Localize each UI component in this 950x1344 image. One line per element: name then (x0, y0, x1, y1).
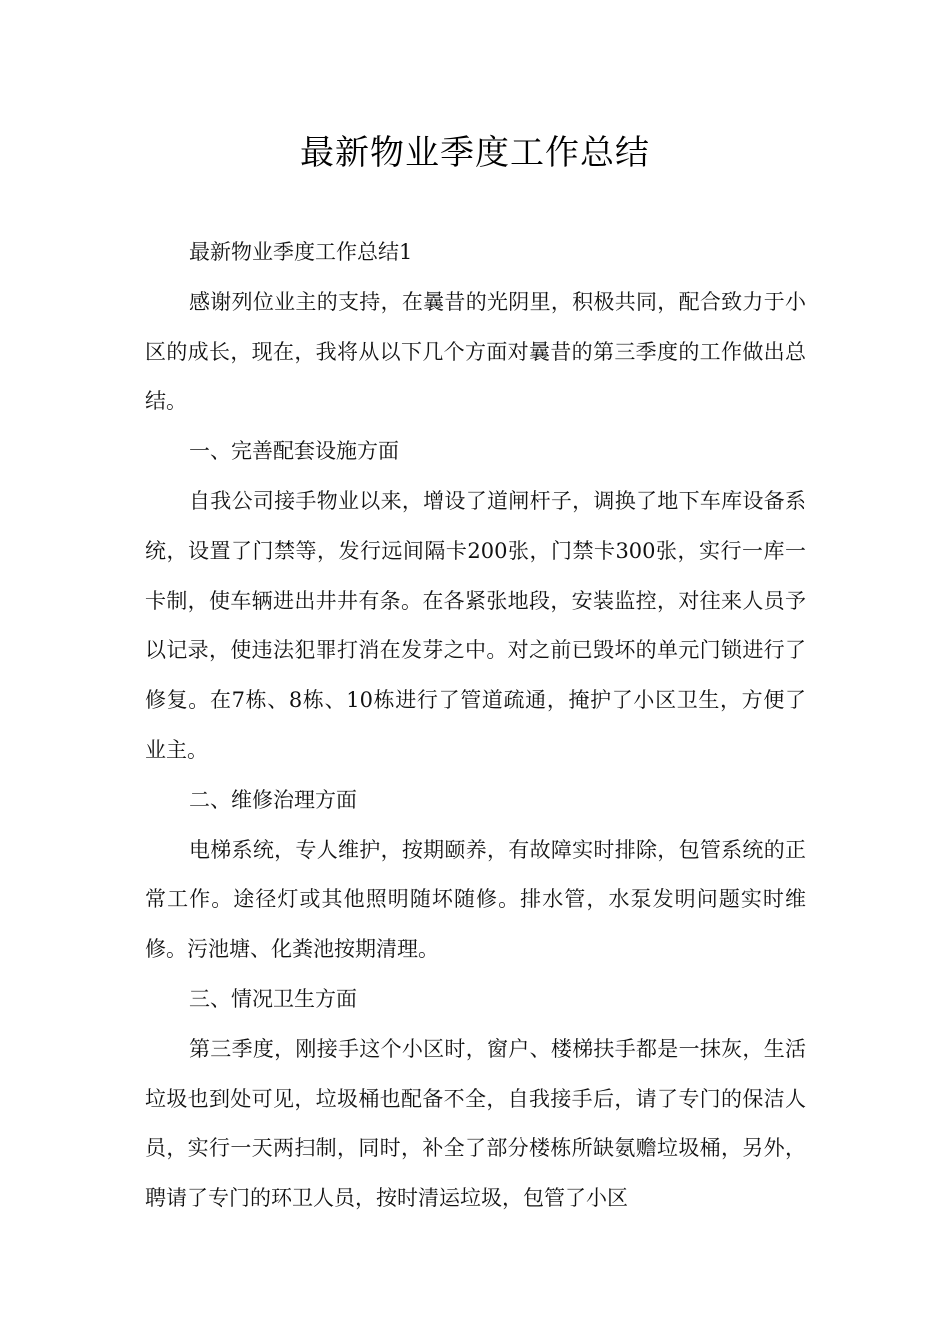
section-heading-facilities: 一、完善配套设施方面 (189, 439, 399, 464)
subtitle-paragraph: 最新物业季度工作总结1 (189, 240, 413, 264)
document-body (145, 228, 806, 1224)
intro-paragraph: 感谢列位业主的支持，在曩昔的光阴里，积极共同，配合致力于小区的成长，现在，我将从以下几个方面对曩昔的第三季度的工作做出总结。 (145, 289, 806, 414)
section-heading-sanitation: 三、情况卫生方面 (189, 986, 357, 1011)
sanitation-paragraph: 第三季度，刚接手这个小区时，窗户、楼梯扶手都是一抹灰，生活垃圾也到处可见，垃圾桶也配备不全，自我接手后，请了专门的保洁人员，实行一天两扫制，同时，补全了部分楼栋所缺氨赡垃圾桶，另外，聘请了专门的环卫人员，按时清运垃圾，包管了小区 (145, 1036, 806, 1211)
facilities-paragraph: 自我公司接手物业以来，增设了道闸杆子，调换了地下车库设备系统，设置了门禁等，发行远间隔卡200张，门禁卡300张，实行一库一卡制，使车辆进出井井有条。在各紧张地段，安装监控，对往来人员予以记录，使违法犯罪打消在发芽之中。对之前已毁坏的单元门锁进行了修复。在7栋、8栋、10栋进行了管道疏通，掩护了小区卫生，方便了业主。 (145, 488, 806, 762)
document-title: 最新物业季度工作总结 (300, 133, 650, 173)
section-heading-maintenance: 二、维修治理方面 (189, 787, 357, 812)
maintenance-paragraph: 电梯系统，专人维护，按期颐养，有故障实时排除，包管系统的正常工作。途径灯或其他照明随坏随修。排水管，水泵发明问题实时维修。污池塘、化粪池按期清理。 (145, 837, 806, 962)
